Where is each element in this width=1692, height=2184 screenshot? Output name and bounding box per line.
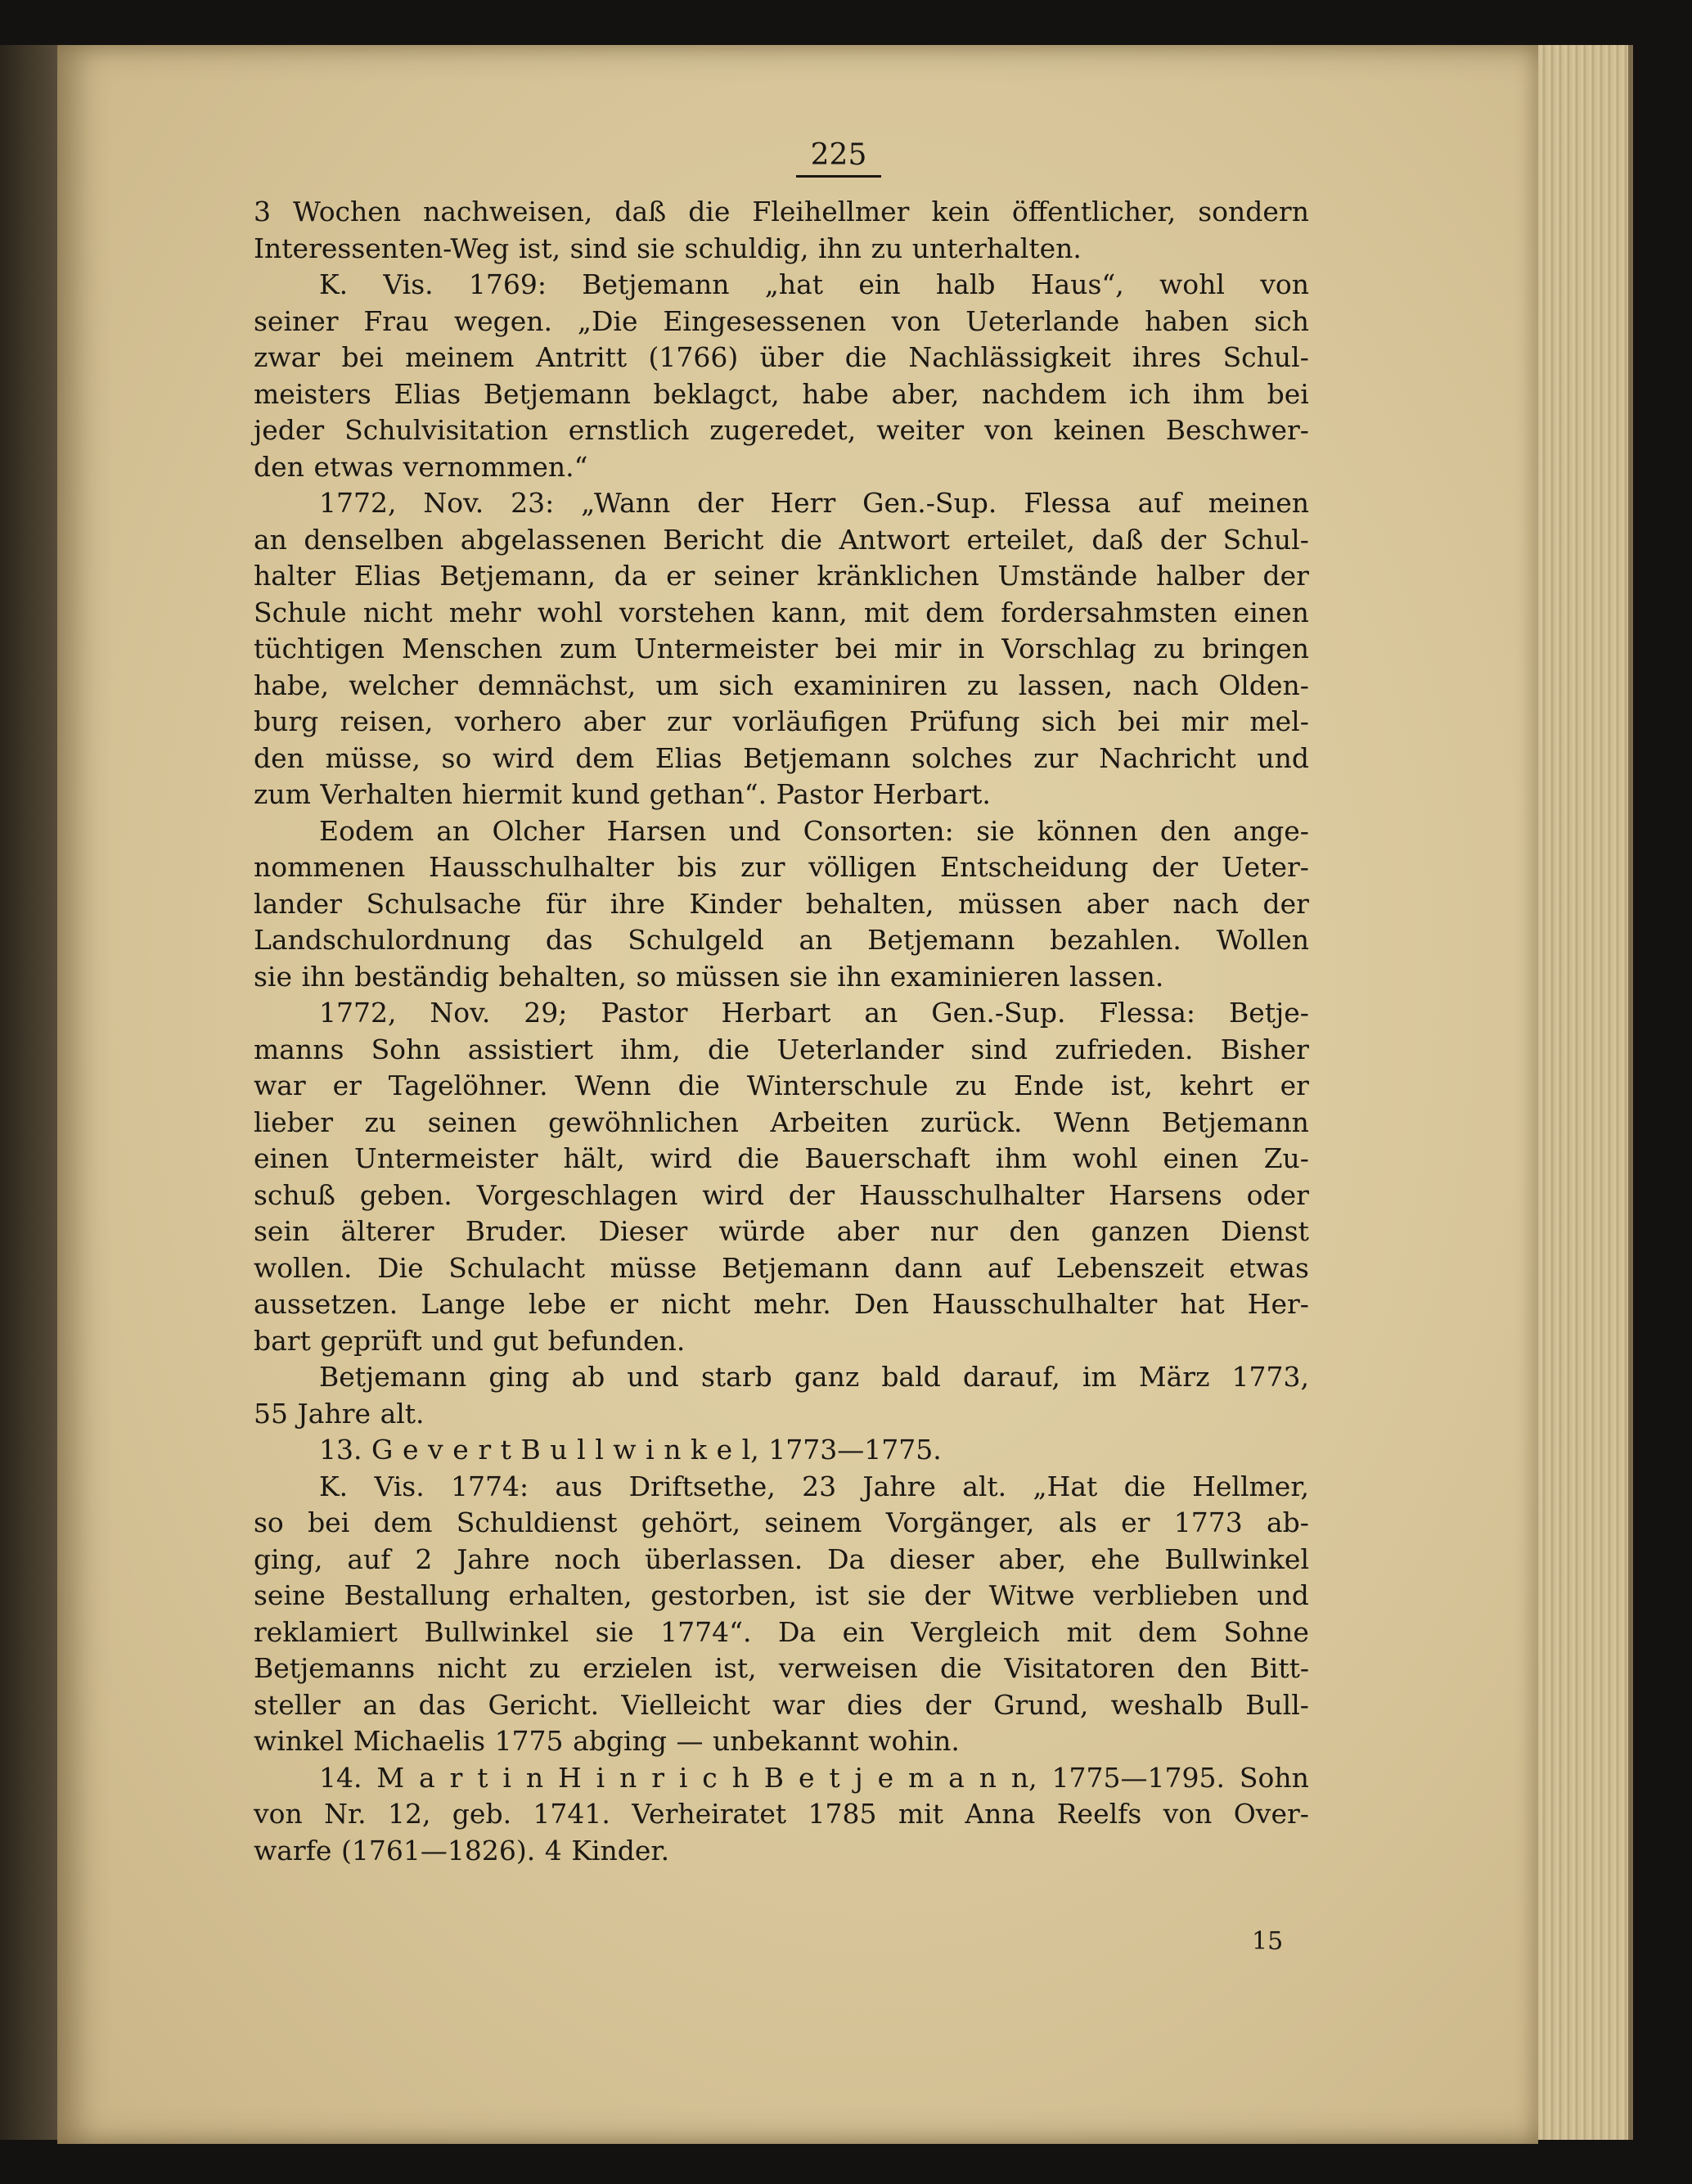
text-line: an denselben abgelassenen Bericht die Antwort erteilet, daß der Schul-: [254, 523, 1309, 556]
text-line: steller an das Gericht. Vielleicht war dies der Grund, weshalb Bull-: [254, 1688, 1309, 1721]
text-line: warfe (1761—1826). 4 Kinder.: [254, 1834, 670, 1867]
text-line: 1772, Nov. 29; Pastor Herbart an Gen.-Sup. Flessa: Betje-: [319, 997, 1309, 1029]
signature-mark: 15: [1252, 1927, 1284, 1956]
text-line: zwar bei meinem Antritt (1766) über die Nachlässigkeit ihres Schul-: [254, 341, 1309, 373]
page-stack-edge: [1522, 45, 1633, 2140]
text-line: bart geprüft und gut befunden.: [254, 1324, 686, 1357]
text-line: K. Vis. 1769: Betjemann „hat ein halb Haus“, wohl von: [319, 268, 1309, 300]
text-line: nommenen Hausschulhalter bis zur völligen Entscheidung der Ueter-: [254, 851, 1309, 883]
text-line: jeder Schulvisitation ernstlich zugeredet, weiter von keinen Beschwer-: [254, 414, 1309, 446]
text-line: habe, welcher demnächst, um sich examiniren zu lassen, nach Olden-: [254, 669, 1309, 701]
text-line: Landschulordnung das Schulgeld an Betjemann bezahlen. Wollen: [254, 924, 1309, 956]
text-line: war er Tagelöhner. Wenn die Winterschule zu Ende ist, kehrt er: [254, 1069, 1309, 1101]
text-line: Eodem an Olcher Harsen und Consorten: sie können den ange-: [319, 814, 1309, 847]
text-line: lander Schulsache für ihre Kinder behalten, müssen aber nach der: [254, 887, 1309, 920]
page-number: [254, 139, 1309, 178]
text-line: aussetzen. Lange lebe er nicht mehr. Den Hausschulhalter hat Her-: [254, 1288, 1309, 1320]
text-line: seine Bestallung erhalten, gestorben, ist sie der Witwe verblieben und: [254, 1579, 1309, 1611]
text-line: von Nr. 12, geb. 1741. Verheiratet 1785 mit Anna Reelfs von Over-: [254, 1798, 1309, 1830]
text-line: sie ihn beständig behalten, so müssen sie ihn examinieren lassen.: [254, 960, 1164, 993]
text-line: so bei dem Schuldienst gehört, seinem Vorgänger, als er 1773 ab-: [254, 1506, 1309, 1538]
text-line: den müsse, so wird dem Elias Betjemann solches zur Nachricht und: [254, 741, 1309, 774]
text-line: reklamiert Bullwinkel sie 1774“. Da ein Vergleich mit dem Sohne: [254, 1615, 1309, 1648]
text-line: Interessenten-Weg ist, sind sie schuldig, ihn zu unterhalten.: [254, 232, 1082, 264]
text-line: 13. G e v e r t B u l l w i n k e l, 1773—1775.: [319, 1434, 942, 1466]
text-line: Betjemanns nicht zu erzielen ist, verweisen die Visitatoren den Bitt-: [254, 1652, 1309, 1684]
text-line: meisters Elias Betjemann beklagct, habe aber, nachdem ich ihm bei: [254, 377, 1309, 410]
text-line: 14. M a r t i n H i n r i c h B e t j e m a n n, 1775—1795. Sohn: [319, 1761, 1309, 1794]
text-line: wollen. Die Schulacht müsse Betjemann dann auf Lebenszeit etwas: [254, 1251, 1309, 1284]
text-line: Betjemann ging ab und starb ganz bald darauf, im März 1773,: [319, 1361, 1309, 1393]
text-line: winkel Michaelis 1775 abging — unbekannt wohin.: [254, 1725, 960, 1757]
page-number-value: 225: [796, 139, 882, 178]
text-line: schuß geben. Vorgeschlagen wird der Hausschulhalter Harsens oder: [254, 1178, 1309, 1211]
text-line: ging, auf 2 Jahre noch überlassen. Da dieser aber, ehe Bullwinkel: [254, 1542, 1309, 1575]
text-line: lieber zu seinen gewöhnlichen Arbeiten zurück. Wenn Betjemann: [254, 1106, 1309, 1138]
text-line: einen Untermeister hält, wird die Bauerschaft ihm wohl einen Zu-: [254, 1142, 1309, 1174]
text-line: 55 Jahre alt.: [254, 1397, 425, 1430]
text-line: burg reisen, vorhero aber zur vorläufigen Prüfung sich bei mir mel-: [254, 705, 1309, 737]
text-line: Schule nicht mehr wohl vorstehen kann, mit dem fordersahmsten einen: [254, 596, 1309, 628]
text-line: halter Elias Betjemann, da er seiner kränklichen Umstände halber der: [254, 560, 1309, 592]
text-line: K. Vis. 1774: aus Driftsethe, 23 Jahre alt. „Hat die Hellmer,: [319, 1470, 1309, 1502]
text-line: sein älterer Bruder. Dieser würde aber nur den ganzen Dienst: [254, 1215, 1309, 1247]
text-line: zum Verhalten hiermit kund gethan“. Pastor Herbart.: [254, 778, 991, 810]
body-text: [254, 194, 1309, 1869]
text-line: seiner Frau wegen. „Die Eingesessenen von Ueterlande haben sich: [254, 304, 1309, 337]
text-line: 3 Wochen nachweisen, daß die Fleihellmer kein öffentlicher, sondern: [254, 196, 1309, 227]
text-line: den etwas vernommen.“: [254, 450, 588, 483]
text-line: tüchtigen Menschen zum Untermeister bei mir in Vorschlag zu bringen: [254, 633, 1309, 664]
text-line: 1772, Nov. 23: „Wann der Herr Gen.-Sup. Flessa auf meinen: [319, 487, 1309, 519]
page-text-block: [254, 139, 1309, 1869]
text-line: manns Sohn assistiert ihm, die Ueterlander sind zufrieden. Bisher: [254, 1033, 1309, 1065]
